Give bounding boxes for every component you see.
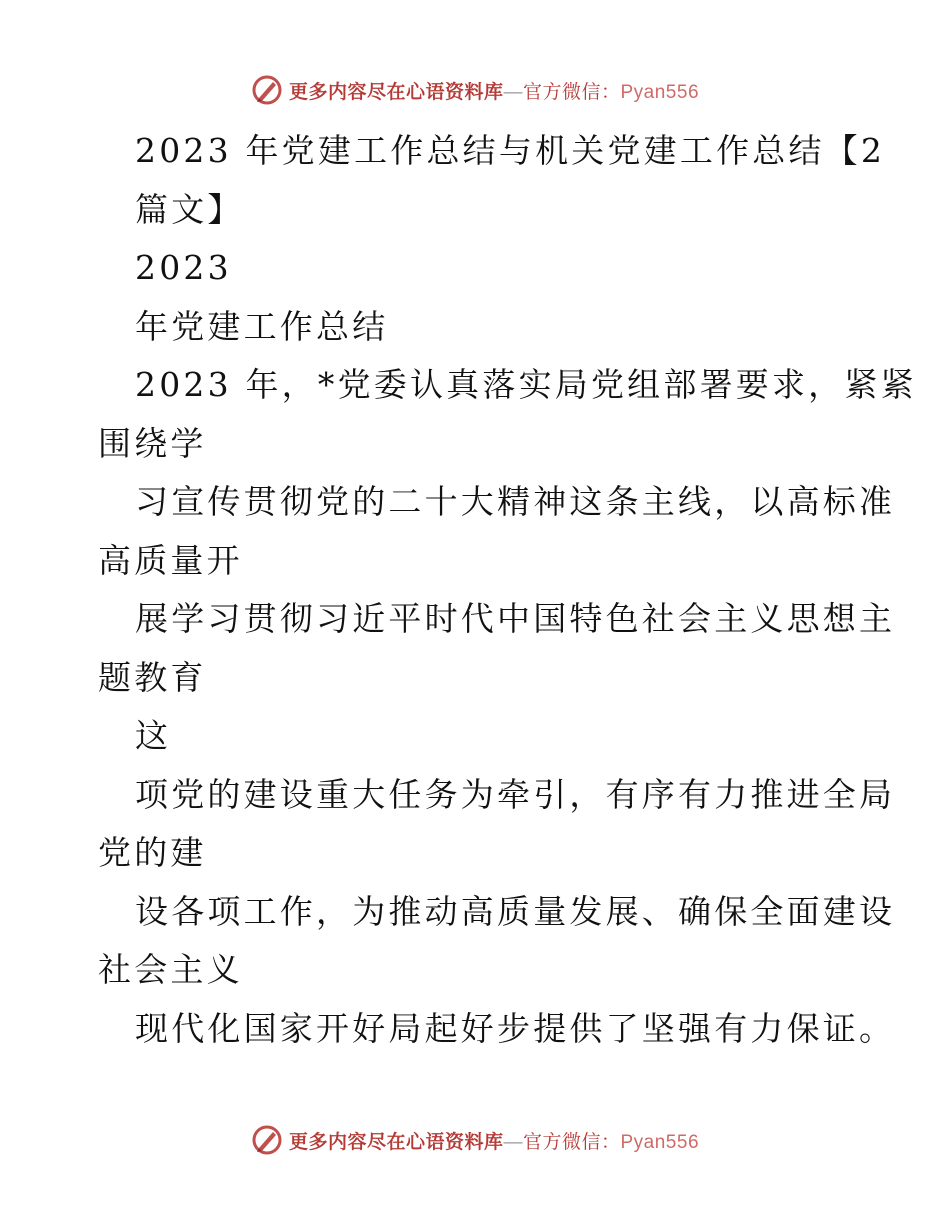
document-line: 项党的建设重大任务为牵引，有序有力推进全局 bbox=[135, 774, 896, 814]
pen-logo-icon bbox=[251, 1124, 283, 1156]
watermark-wechat-id: Pyan556 bbox=[620, 1131, 700, 1153]
watermark-text bbox=[289, 77, 699, 104]
document-line: 习宣传贯彻党的二十大精神这条主线，以高标准 bbox=[135, 482, 896, 521]
document-line: 设各项工作，为推动高质量发展、确保全面建设 bbox=[135, 891, 896, 931]
document-line: 年党建工作总结 bbox=[135, 306, 389, 346]
footer-watermark bbox=[0, 1120, 950, 1160]
watermark-wechat-label: 官方微信： bbox=[522, 1131, 621, 1153]
document-line: 2023 年党建工作总结与机关党建工作总结【2 bbox=[135, 131, 886, 170]
document-line: 围绕学 bbox=[98, 423, 207, 463]
document-line: 这 bbox=[135, 716, 172, 755]
document-line: 高质量开 bbox=[98, 540, 243, 580]
document-line: 社会主义 bbox=[98, 950, 243, 989]
document-line: 2023 bbox=[135, 248, 232, 287]
watermark-text bbox=[289, 1127, 699, 1154]
document-line: 题教育 bbox=[98, 657, 207, 697]
watermark-separator: — bbox=[503, 81, 523, 103]
watermark-wechat-id: Pyan556 bbox=[620, 81, 700, 103]
watermark-wechat-label: 官方微信： bbox=[522, 81, 621, 103]
header-watermark bbox=[0, 70, 950, 110]
document-body bbox=[98, 122, 917, 1058]
watermark-site-name: 更多内容尽在心语资料库 bbox=[288, 81, 504, 103]
document-line: 党的建 bbox=[98, 833, 207, 872]
pen-logo-icon bbox=[251, 74, 283, 106]
document-line: 展学习贯彻习近平时代中国特色社会主义思想主 bbox=[135, 599, 896, 638]
watermark-separator: — bbox=[503, 1131, 523, 1153]
document-line: 现代化国家开好局起好步提供了坚强有力保证。 bbox=[135, 1008, 896, 1048]
watermark-site-name: 更多内容尽在心语资料库 bbox=[288, 1131, 504, 1153]
document-line: 2023 年，*党委认真落实局党组部署要求，紧紧 bbox=[135, 365, 917, 404]
document-line: 篇文】 bbox=[135, 189, 244, 229]
